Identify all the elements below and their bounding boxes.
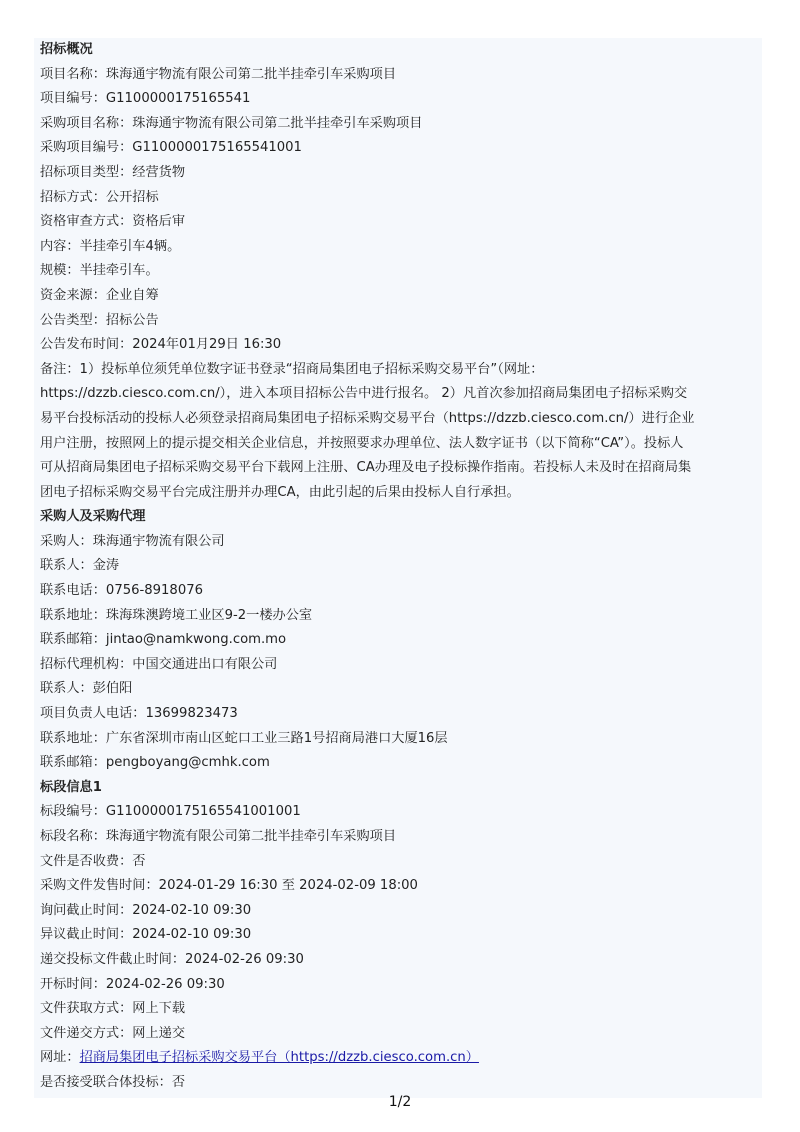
info-line: 资格审查方式：资格后审 xyxy=(40,214,186,230)
info-line: 标段编号：G1100000175165541001001 xyxy=(40,804,301,820)
info-line: 联系邮箱：pengboyang@cmhk.com xyxy=(40,755,270,771)
website-label: 网址： xyxy=(40,1050,80,1066)
info-line: 联系地址：珠海珠澳跨境工业区9-2一楼办公室 xyxy=(40,607,313,623)
info-line: 公告发布时间：2024年01月29日 16:30 xyxy=(40,337,282,353)
note-line: 团电子招标采购交易平台完成注册并办理CA，由此引起的后果由投标人自行承担。 xyxy=(40,484,520,500)
info-line: 异议截止时间：2024-02-10 09:30 xyxy=(40,927,252,943)
platform-website-link[interactable]: 招商局集团电子招标采购交易平台（https://dzzb.ciesco.com.cn） xyxy=(79,1050,479,1066)
info-line: 采购人：珠海通宇物流有限公司 xyxy=(40,533,225,549)
info-line: 采购项目编号：G1100000175165541001 xyxy=(40,140,302,156)
info-line: 是否接受联合体投标：否 xyxy=(40,1074,186,1090)
section-heading-lot: 标段信息1 xyxy=(40,779,102,795)
info-line: 规模：半挂牵引车。 xyxy=(40,263,159,279)
info-line: 文件递交方式：网上递交 xyxy=(40,1025,186,1041)
info-line: 标段名称：珠海通宇物流有限公司第二批半挂牵引车采购项目 xyxy=(40,829,397,844)
info-line: 内容：半挂牵引车4辆。 xyxy=(40,238,181,254)
note-line: 备注：1）投标单位须凭单位数字证书登录“招商局集团电子招标采购交易平台”（网址： xyxy=(40,361,544,377)
info-line: 项目编号：G1100000175165541 xyxy=(40,91,251,107)
info-line: 采购项目名称：珠海通宇物流有限公司第二批半挂牵引车采购项目 xyxy=(40,115,423,131)
page-number: 1/2 xyxy=(388,1094,412,1110)
info-line: 资金来源：企业自筹 xyxy=(40,287,159,303)
info-line: 联系电话：0756-8918076 xyxy=(40,583,203,599)
info-line: 询问截止时间：2024-02-10 09:30 xyxy=(40,902,252,918)
info-line: 公告类型：招标公告 xyxy=(40,312,159,328)
info-line: 文件是否收费：否 xyxy=(40,853,146,869)
announcement-body xyxy=(34,38,762,1098)
info-line: 联系人：金涛 xyxy=(40,558,120,574)
info-line: 项目名称：珠海通宇物流有限公司第二批半挂牵引车采购项目 xyxy=(40,66,397,82)
info-line: 招标代理机构：中国交通进出口有限公司 xyxy=(40,656,278,672)
note-line: 可从招商局集团电子招标采购交易平台下载网上注册、CA办理及电子投标操作指南。若投标人未及时在招商局集 xyxy=(40,460,692,476)
info-line: 项目负责人电话：13699823473 xyxy=(40,706,238,722)
info-line: 文件获取方式：网上下载 xyxy=(40,1001,186,1017)
note-line: 易平台投标活动的投标人必须登录招商局集团电子招标采购交易平台（https://dzzb.ciesco.com.cn/）进行企业 xyxy=(40,410,695,426)
note-line: 用户注册，按照网上的提示提交相关企业信息，并按照要求办理单位、法人数字证书（以下简称“CA”）。投标人 xyxy=(40,435,684,451)
section-heading-purchaser: 采购人及采购代理 xyxy=(40,509,146,525)
info-line: 递交投标文件截止时间：2024-02-26 09:30 xyxy=(40,951,304,967)
info-line: 招标方式：公开招标 xyxy=(40,189,159,205)
info-line: 招标项目类型：经营货物 xyxy=(40,164,186,180)
section-heading-overview: 招标概况 xyxy=(40,42,93,57)
website-line xyxy=(34,1046,762,1071)
info-line: 开标时间：2024-02-26 09:30 xyxy=(40,976,225,992)
info-line: 联系地址：广东省深圳市南山区蛇口工业三路1号招商局港口大厦16层 xyxy=(40,730,448,746)
info-line: 联系邮箱：jintao@namkwong.com.mo xyxy=(40,632,287,648)
info-line: 联系人：彭伯阳 xyxy=(40,681,133,697)
info-line: 采购文件发售时间：2024-01-29 16:30 至 2024-02-09 18:00 xyxy=(40,878,418,894)
note-line: https://dzzb.ciesco.com.cn/），进入本项目招标公告中进行报名。 2）凡首次参加招商局集团电子招标采购交 xyxy=(40,386,688,402)
